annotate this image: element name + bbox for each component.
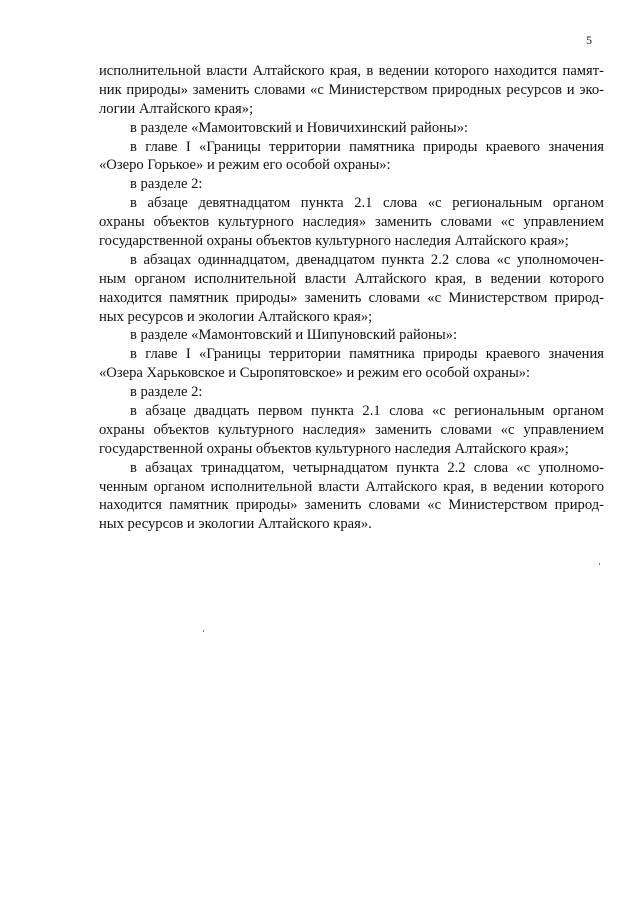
paragraph (99, 119, 604, 138)
text-line: ных ресурсов и экологии Алтайского края». (99, 516, 372, 533)
text-line: ник природы» заменить словами «с Министерством природных ресурсов и эко- (99, 81, 604, 98)
scan-speck (203, 630, 204, 632)
paragraph (99, 402, 604, 459)
paragraph (99, 326, 604, 345)
paragraph (99, 194, 604, 251)
text-line: государственной охраны объектов культурного наследия Алтайского края»; (99, 440, 569, 457)
text-line: в разделе «Мамоитовский и Новичихинский районы»: (130, 119, 469, 136)
text-line: в разделе 2: (130, 384, 203, 401)
scan-speck (599, 563, 600, 565)
paragraph (99, 459, 604, 535)
text-line: ченным органом исполнительной власти Алтайского края, в ведении которого (99, 478, 604, 495)
text-line: логии Алтайского края»; (99, 100, 254, 117)
text-line: в разделе 2: (130, 176, 203, 193)
paragraph (99, 383, 604, 402)
text-line: «Озеро Горькое» и режим его особой охраны»: (99, 157, 391, 174)
text-line: охраны объектов культурного наследия» заменить словами «с управлением (99, 421, 604, 438)
text-line: государственной охраны объектов культурного наследия Алтайского края»; (99, 233, 569, 250)
text-line: в абзацах тринадцатом, четырнадцатом пункта 2.2 слова «с уполномо- (130, 459, 604, 476)
paragraph (99, 345, 604, 383)
text-line: в абзацах одиннадцатом, двенадцатом пункта 2.2 слова «с уполномочен- (130, 251, 604, 268)
text-line: охраны объектов культурного наследия» заменить словами «с управлением (99, 214, 604, 231)
text-line: ных ресурсов и экологии Алтайского края»; (99, 308, 373, 325)
text-line: в абзаце двадцать первом пункта 2.1 слова «с региональным органом (130, 403, 604, 420)
document-body (99, 62, 604, 534)
text-line: находится памятник природы» заменить словами «с Министерством природ- (99, 497, 604, 514)
text-line: «Озера Харьковское и Сыропятовское» и режим его особой охраны»: (99, 365, 531, 382)
text-line: в разделе «Мамонтовский и Шипуновский районы»: (130, 327, 458, 344)
paragraph (99, 138, 604, 176)
text-line: ным органом исполнительной власти Алтайского края, в ведении которого (99, 270, 604, 287)
text-line: в главе I «Границы территории памятника природы краевого значения (130, 346, 604, 363)
paragraph (99, 251, 604, 327)
page-number: 5 (586, 33, 592, 47)
paragraph (99, 175, 604, 194)
text-line: находится памятник природы» заменить словами «с Министерством природ- (99, 289, 604, 306)
paragraph (99, 62, 604, 119)
text-line: в абзаце девятнадцатом пункта 2.1 слова «с региональным органом (130, 195, 604, 212)
text-line: исполнительной власти Алтайского края, в ведении которого находится памят- (99, 63, 604, 79)
text-line: в главе I «Границы территории памятника природы краевого значения (130, 138, 604, 155)
